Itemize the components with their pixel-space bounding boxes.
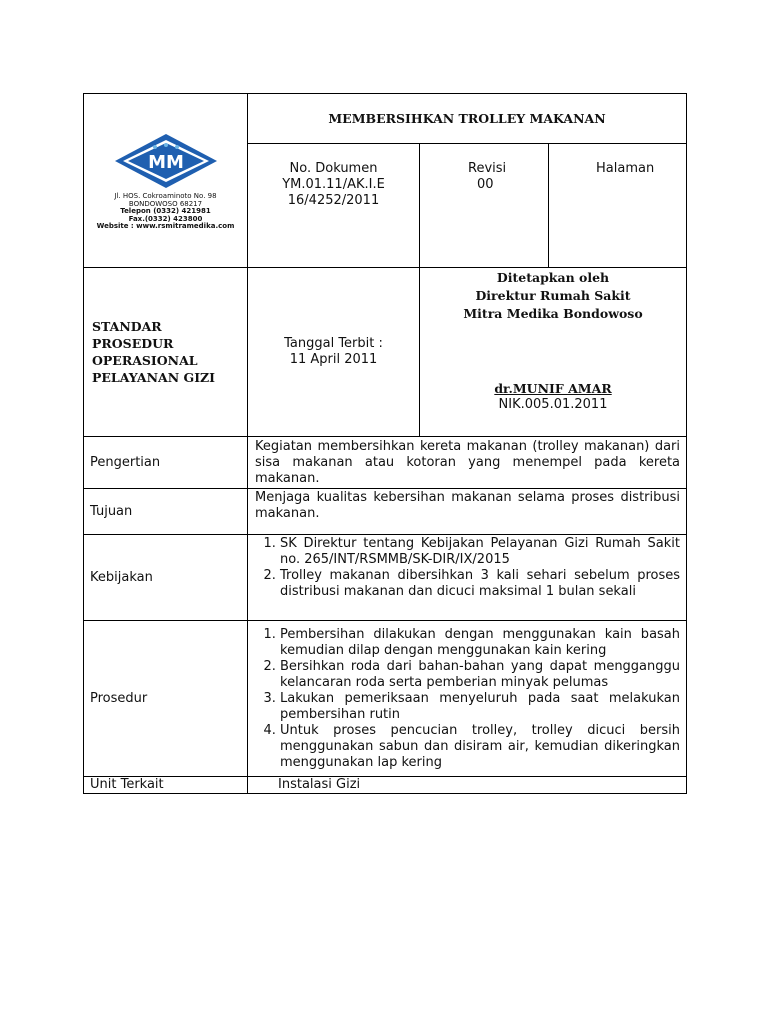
logo-letters: MM	[147, 152, 184, 174]
signer-name: dr.MUNIF AMAR	[494, 381, 612, 396]
ditetapkan-line: Ditetapkan oleh	[496, 270, 610, 285]
hospital-logo	[84, 130, 247, 231]
no-dokumen-label: No. Dokumen	[289, 161, 378, 176]
tanggal-value: 11 April 2011	[289, 352, 378, 367]
logo-cell	[84, 94, 248, 268]
kebijakan-label: Kebijakan	[84, 535, 248, 621]
tanggal-label: Tanggal Terbit :	[284, 336, 383, 351]
prosedur-list	[255, 627, 680, 771]
website-line: Website : www.rsmitramedika.com	[96, 222, 235, 231]
standar-line: PROSEDUR	[92, 336, 174, 351]
unit-terkait-label: Unit Terkait	[84, 777, 248, 794]
pengertian-text: Kegiatan membersihkan kereta makanan (trolley makanan) dari sisa makanan atau kotoran yang menempel pada kereta makanan.	[248, 437, 687, 489]
address-line: BONDOWOSO 68217	[128, 199, 203, 208]
address-line: Jl. HOS. Cokroaminoto No. 98	[114, 192, 217, 201]
halaman-cell	[549, 144, 687, 268]
no-dokumen-cell	[248, 144, 420, 268]
list-item: 2. Bersihkan roda dari bahan-bahan yang dapat mengganggu kelancaran roda serta pemberian minyak pelumas	[280, 659, 680, 691]
revisi-label: Revisi	[468, 161, 507, 176]
kebijakan-list	[255, 536, 680, 600]
tujuan-text: Menjaga kualitas kebersihan makanan selama proses distribusi makanan.	[248, 489, 687, 535]
unit-terkait-value: Instalasi Gizi	[248, 777, 687, 794]
kebijakan-list-cell	[248, 535, 687, 621]
halaman-label: Halaman	[596, 161, 655, 176]
list-item: 1. Pembersihan dilakukan dengan menggunakan kain basah kemudian dilap dengan menggunakan kain kering	[280, 627, 680, 659]
standar-line: OPERASIONAL	[92, 353, 198, 368]
tanggal-terbit-cell	[248, 268, 420, 437]
list-item: 2. Trolley makanan dibersihkan 3 kali sehari sebelum proses distribusi makanan dan dicuci maksimal 1 bulan sekali	[280, 568, 680, 600]
pengertian-label: Pengertian	[84, 437, 248, 489]
no-dokumen-value-2: 16/4252/2011	[287, 193, 380, 208]
revisi-value: 00	[477, 177, 494, 192]
prosedur-list-cell	[248, 621, 687, 777]
standar-line: PELAYANAN GIZI	[92, 370, 216, 385]
list-item: 3. Lakukan pemeriksaan menyeluruh pada saat melakukan pembersihan rutin	[280, 691, 680, 723]
sop-table	[83, 93, 687, 794]
tujuan-label: Tujuan	[84, 489, 248, 535]
fax-line: Fax.(0332) 423800	[128, 214, 203, 223]
list-item: 1. SK Direktur tentang Kebijakan Pelayanan Gizi Rumah Sakit no. 265/INT/RSMMB/SK-DIR/IX/2015	[280, 536, 680, 568]
mm-logo-icon	[111, 132, 221, 190]
standar-cell	[84, 268, 248, 437]
prosedur-label: Prosedur	[84, 621, 248, 777]
no-dokumen-value-1: YM.01.11/AK.I.E	[282, 177, 385, 192]
hospital-address	[97, 193, 235, 231]
revisi-cell	[420, 144, 549, 268]
ditetapkan-line: Direktur Rumah Sakit	[475, 288, 631, 303]
ditetapkan-cell	[420, 268, 687, 437]
standar-line: STANDAR	[92, 319, 162, 334]
signer-nik: NIK.005.01.2011	[498, 397, 608, 412]
list-item: 4. Untuk proses pencucian trolley, trolley dicuci bersih menggunakan sabun dan disiram air, kemudian dikeringkan menggunakan lap kering	[280, 723, 680, 771]
ditetapkan-line: Mitra Medika Bondowoso	[463, 306, 643, 321]
phone-line: Telepon (0332) 421981	[120, 207, 211, 216]
document-title: MEMBERSIHKAN TROLLEY MAKANAN	[248, 94, 687, 144]
